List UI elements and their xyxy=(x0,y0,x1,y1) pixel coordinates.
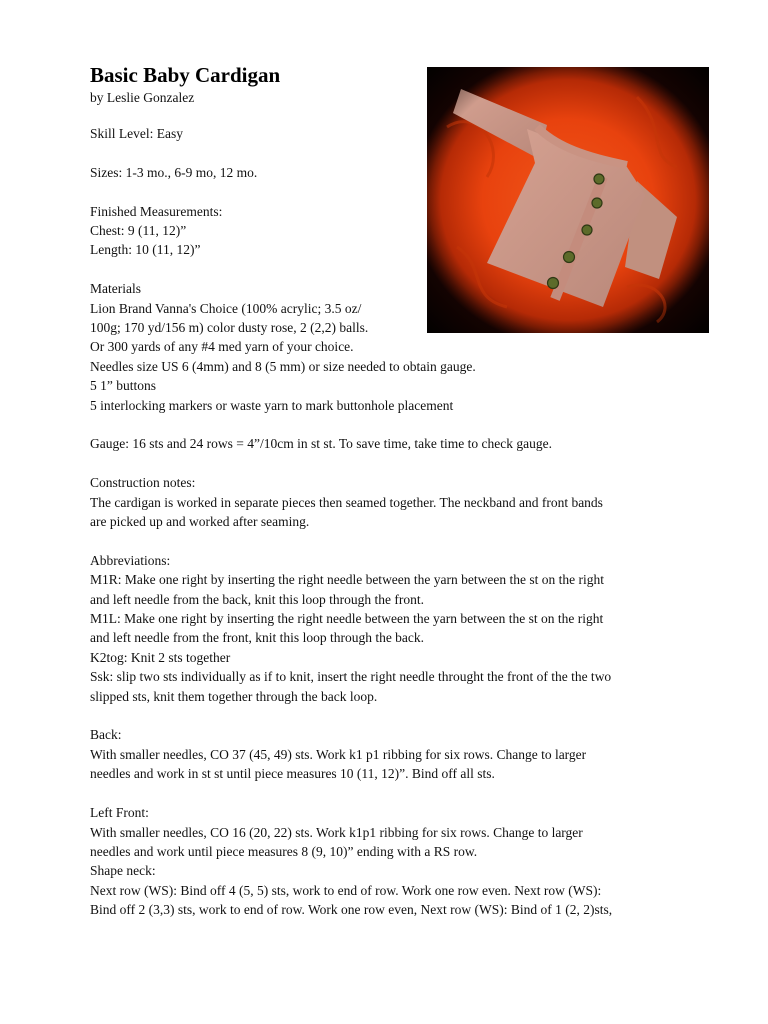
text-section xyxy=(90,551,690,706)
text-line: 5 1” buttons xyxy=(90,378,156,394)
text-section xyxy=(90,163,690,182)
text-line: Sizes: 1-3 mo., 6-9 mo, 12 mo. xyxy=(90,164,258,180)
text-line: Lion Brand Vanna's Choice (100% acrylic; 3.5 oz/ xyxy=(90,300,362,316)
text-line: Back: xyxy=(90,727,122,743)
text-line: M1R: Make one right by inserting the right needle between the yarn between the st on the right xyxy=(90,572,604,588)
text-line: Bind off 2 (3,3) sts, work to end of row. Work one row even, Next row (WS): Bind of 1 (2, 2)sts, xyxy=(90,902,613,918)
text-section xyxy=(90,279,690,415)
text-line: Ssk: slip two sts individually as if to knit, insert the right needle throught the front of the the two xyxy=(90,669,612,685)
text-line: slipped sts, knit them together through the back loop. xyxy=(90,688,378,704)
text-line: 100g; 170 yd/156 m) color dusty rose, 2 (2,2) balls. xyxy=(90,320,369,336)
text-line: Or 300 yards of any #4 med yarn of your choice. xyxy=(90,339,354,355)
text-line: Gauge: 16 sts and 24 rows = 4”/10cm in st st. To save time, take time to check gauge. xyxy=(90,436,552,452)
text-line: and left needle from the front, knit this loop through the back. xyxy=(90,630,425,646)
text-section xyxy=(90,202,690,260)
text-line: Skill Level: Easy xyxy=(90,126,183,141)
pattern-body xyxy=(90,124,690,939)
text-line: K2tog: Knit 2 sts together xyxy=(90,649,231,665)
text-line: Left Front: xyxy=(90,805,149,821)
text-line: Shape neck: xyxy=(90,863,156,879)
text-section xyxy=(90,434,690,453)
text-line: Chest: 9 (11, 12)” xyxy=(90,223,187,238)
text-line: Abbreviations: xyxy=(90,552,171,568)
text-line: M1L: Make one right by inserting the right needle between the yarn between the st on the right xyxy=(90,611,604,627)
text-line: Length: 10 (11, 12)” xyxy=(90,242,201,258)
text-section xyxy=(90,725,690,783)
text-section xyxy=(90,473,690,531)
document-title: Basic Baby Cardigan xyxy=(90,63,281,87)
text-line: are picked up and worked after seaming. xyxy=(90,514,310,530)
text-line: needles and work in st st until piece measures 10 (11, 12)”. Bind off all sts. xyxy=(90,766,495,782)
text-section xyxy=(90,803,690,919)
text-section xyxy=(90,124,690,143)
text-line: needles and work until piece measures 8 (9, 10)” ending with a RS row. xyxy=(90,843,478,859)
author-byline: by Leslie Gonzalez xyxy=(90,90,195,105)
text-line: Materials xyxy=(90,281,141,297)
text-line: Next row (WS): Bind off 4 (5, 5) sts, work to end of row. Work one row even. Next row (WS): xyxy=(90,882,602,898)
text-line: and left needle from the back, knit this loop through the front. xyxy=(90,591,425,607)
text-line: With smaller needles, CO 16 (20, 22) sts. Work k1p1 ribbing for six rows. Change to larger xyxy=(90,824,583,840)
text-line: 5 interlocking markers or waste yarn to mark buttonhole placement xyxy=(90,397,454,413)
text-line: Construction notes: xyxy=(90,475,196,491)
text-line: Needles size US 6 (4mm) and 8 (5 mm) or size needed to obtain gauge. xyxy=(90,358,476,374)
text-line: With smaller needles, CO 37 (45, 49) sts. Work k1 p1 ribbing for six rows. Change to larger xyxy=(90,746,587,762)
text-line: Finished Measurements: xyxy=(90,203,223,219)
text-line: The cardigan is worked in separate pieces then seamed together. The neckband and front bands xyxy=(90,494,603,510)
